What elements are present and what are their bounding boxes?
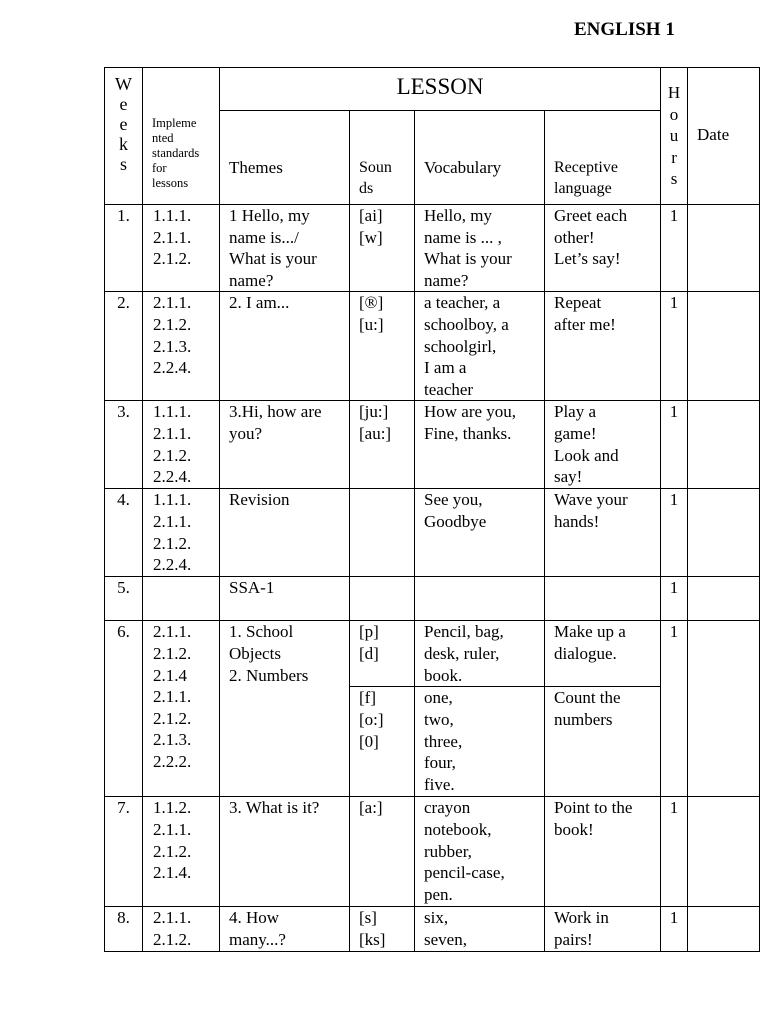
- theme-cell: SSA-1: [220, 577, 350, 621]
- weeks-header: [105, 68, 143, 205]
- table-row: [105, 577, 760, 621]
- weeks-letter: W: [115, 74, 132, 94]
- standards-group: 2.1.1. 2.1.2. 2.1.4: [153, 622, 192, 685]
- lesson-plan-table: [104, 67, 760, 952]
- vocabulary-cell: Hello, my name is ... , What is your name?: [415, 205, 545, 292]
- weeks-letter: e: [119, 114, 128, 134]
- hours-cell: 1: [661, 292, 688, 401]
- standards-cell: 1.1.1. 2.1.1. 2.1.2. 2.2.4.: [143, 401, 220, 489]
- weeks-letter: k: [119, 134, 128, 154]
- hours-header: [661, 68, 688, 205]
- themes-header: Themes: [220, 111, 350, 205]
- theme-cell: 4. How many...?: [220, 907, 350, 951]
- sounds-cell: [s] [ks]: [350, 907, 415, 951]
- week-cell: 3.: [105, 401, 143, 489]
- theme-cell: Revision: [220, 489, 350, 577]
- receptive-cell: Wave your hands!: [545, 489, 661, 577]
- vocabulary-header: Vocabulary: [415, 111, 545, 205]
- sounds-cell: [p] [d]: [350, 621, 415, 687]
- standards-cell: 1.1.1. 2.1.1. 2.1.2. 2.2.4.: [143, 489, 220, 577]
- date-cell: [688, 489, 760, 577]
- vocabulary-cell: [415, 577, 545, 621]
- receptive-cell: Greet each other! Let’s say!: [545, 205, 661, 292]
- theme-cell: 3. What is it?: [220, 797, 350, 907]
- receptive-cell: Make up a dialogue.: [545, 621, 661, 687]
- vocabulary-cell: a teacher, a schoolboy, a schoolgirl, I am a teacher: [415, 292, 545, 401]
- theme-cell: 1. School Objects 2. Numbers: [220, 621, 350, 797]
- hours-cell: 1: [661, 797, 688, 907]
- page-title: ENGLISH 1: [574, 19, 675, 40]
- standards-header: Impleme nted standards for lessons: [143, 68, 220, 205]
- date-cell: [688, 621, 760, 797]
- weeks-letter: e: [119, 94, 128, 114]
- date-header: Date: [688, 68, 760, 205]
- standards-cell: 2.1.1. 2.1.2.: [143, 907, 220, 951]
- standards-group: 2.1.1. 2.1.2. 2.1.3. 2.2.2.: [153, 687, 192, 771]
- hours-cell: 1: [661, 401, 688, 489]
- sounds-header: Soun ds: [350, 111, 415, 205]
- receptive-language-header: Receptive language: [545, 111, 661, 205]
- hours-cell: 1: [661, 621, 688, 797]
- week-cell: 1.: [105, 205, 143, 292]
- table-row: [105, 621, 760, 687]
- theme-cell: 2. I am...: [220, 292, 350, 401]
- header-row-top: [105, 68, 760, 111]
- standards-cell: 2.1.1. 2.1.2. 2.1.3. 2.2.4.: [143, 292, 220, 401]
- week-cell: 8.: [105, 907, 143, 951]
- date-cell: [688, 292, 760, 401]
- hours-cell: 1: [661, 577, 688, 621]
- standards-cell: [143, 577, 220, 621]
- vocabulary-cell: six, seven,: [415, 907, 545, 951]
- date-cell: [688, 907, 760, 951]
- hours-letter: H: [667, 83, 681, 102]
- sounds-cell: [350, 489, 415, 577]
- theme-cell: 1 Hello, my name is.../ What is your name?: [220, 205, 350, 292]
- date-cell: [688, 401, 760, 489]
- weeks-letter: s: [119, 154, 127, 174]
- hours-letter: o: [669, 104, 679, 124]
- table-row: [105, 292, 760, 401]
- sounds-cell: [®] [u:]: [350, 292, 415, 401]
- week-cell: 6.: [105, 621, 143, 797]
- hours-cell: 1: [661, 907, 688, 951]
- date-cell: [688, 205, 760, 292]
- standards-cell: 1.1.2. 2.1.1. 2.1.2. 2.1.4.: [143, 797, 220, 907]
- sounds-cell: [f] [o:] [0]: [350, 687, 415, 797]
- table-row: [105, 205, 760, 292]
- receptive-cell: Play a game! Look and say!: [545, 401, 661, 489]
- table-row: [105, 797, 760, 907]
- vocabulary-cell: one, two, three, four, five.: [415, 687, 545, 797]
- standards-cell: [143, 621, 220, 797]
- hours-letter: r: [671, 147, 677, 167]
- vocabulary-cell: crayon notebook, rubber, pencil-case, pen.: [415, 797, 545, 907]
- standards-cell: 1.1.1. 2.1.1. 2.1.2.: [143, 205, 220, 292]
- receptive-cell: [545, 577, 661, 621]
- date-cell: [688, 797, 760, 907]
- table-row: [105, 489, 760, 577]
- receptive-cell: Point to the book!: [545, 797, 661, 907]
- vocabulary-cell: See you, Goodbye: [415, 489, 545, 577]
- hours-letter: s: [670, 169, 678, 188]
- hours-cell: 1: [661, 489, 688, 577]
- week-cell: 7.: [105, 797, 143, 907]
- hours-cell: 1: [661, 205, 688, 292]
- vocabulary-cell: How are you, Fine, thanks.: [415, 401, 545, 489]
- receptive-cell: Repeat after me!: [545, 292, 661, 401]
- receptive-cell: Work in pairs!: [545, 907, 661, 951]
- theme-cell: 3.Hi, how are you?: [220, 401, 350, 489]
- table-row: [105, 907, 760, 951]
- week-cell: 5.: [105, 577, 143, 621]
- sounds-cell: [a:]: [350, 797, 415, 907]
- sounds-cell: [ai] [w]: [350, 205, 415, 292]
- date-cell: [688, 577, 760, 621]
- hours-letter: u: [669, 126, 679, 145]
- vocabulary-cell: Pencil, bag, desk, ruler, book.: [415, 621, 545, 687]
- receptive-cell: Count the numbers: [545, 687, 661, 797]
- sounds-cell: [ju:] [au:]: [350, 401, 415, 489]
- week-cell: 4.: [105, 489, 143, 577]
- lesson-header: LESSON: [220, 68, 661, 111]
- table-row: [105, 401, 760, 489]
- sounds-cell: [350, 577, 415, 621]
- week-cell: 2.: [105, 292, 143, 401]
